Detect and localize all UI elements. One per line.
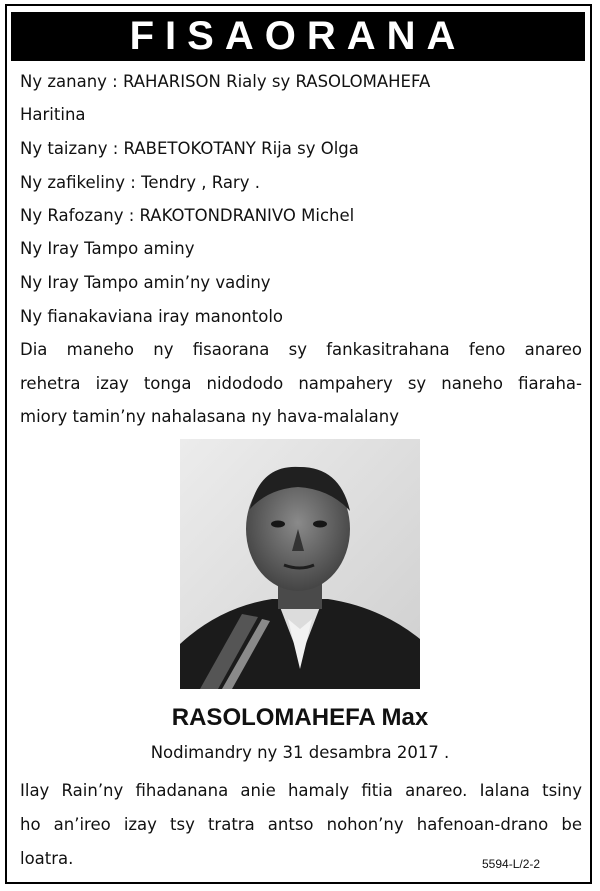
children-line: Ny zanany : RAHARISON Rialy sy RASOLOMAHEFA: [20, 72, 431, 91]
closing-line-1: Ilay Rain’ny fihadanana anie hamaly fitia anareo. Ialana tsiny: [20, 781, 582, 800]
family-line: Ny fianakaviana iray manontolo: [20, 307, 284, 326]
thanks-line-1: Dia maneho ny fisaorana sy fankasitrahana feno anareo: [20, 340, 582, 359]
portrait-illustration: [180, 439, 420, 689]
in-laws-line: Ny Rafozany : RAKOTONDRANIVO Michel: [20, 206, 355, 225]
portrait-photo: [180, 439, 420, 689]
grandchildren-line: Ny zafikeliny : Tendry , Rary .: [20, 173, 260, 192]
children-line-cont: Haritina: [20, 105, 86, 124]
thanks-line-3: miory tamin’ny nahalasana ny hava-malalany: [20, 407, 399, 426]
siblings-line: Ny Iray Tampo aminy: [20, 239, 195, 258]
parents-line: Ny taizany : RABETOKOTANY Rija sy Olga: [20, 139, 359, 158]
closing-line-2: ho an’ireo izay tsy tratra antso nohon’ny hafenoan-drano be: [20, 815, 582, 834]
reference-code: 5594-L/2-2: [482, 857, 541, 871]
thanks-line-2: rehetra izay tonga nidododo nampahery sy naneho fiaraha-: [20, 374, 582, 393]
spouse-siblings-line: Ny Iray Tampo amin’ny vadiny: [20, 273, 271, 292]
death-date: Nodimandry ny 31 desambra 2017 .: [150, 743, 450, 762]
closing-line-3: loatra.: [20, 849, 74, 868]
notice-title: FISAORANA: [11, 12, 585, 61]
deceased-name: RASOLOMAHEFA Max: [171, 704, 429, 731]
